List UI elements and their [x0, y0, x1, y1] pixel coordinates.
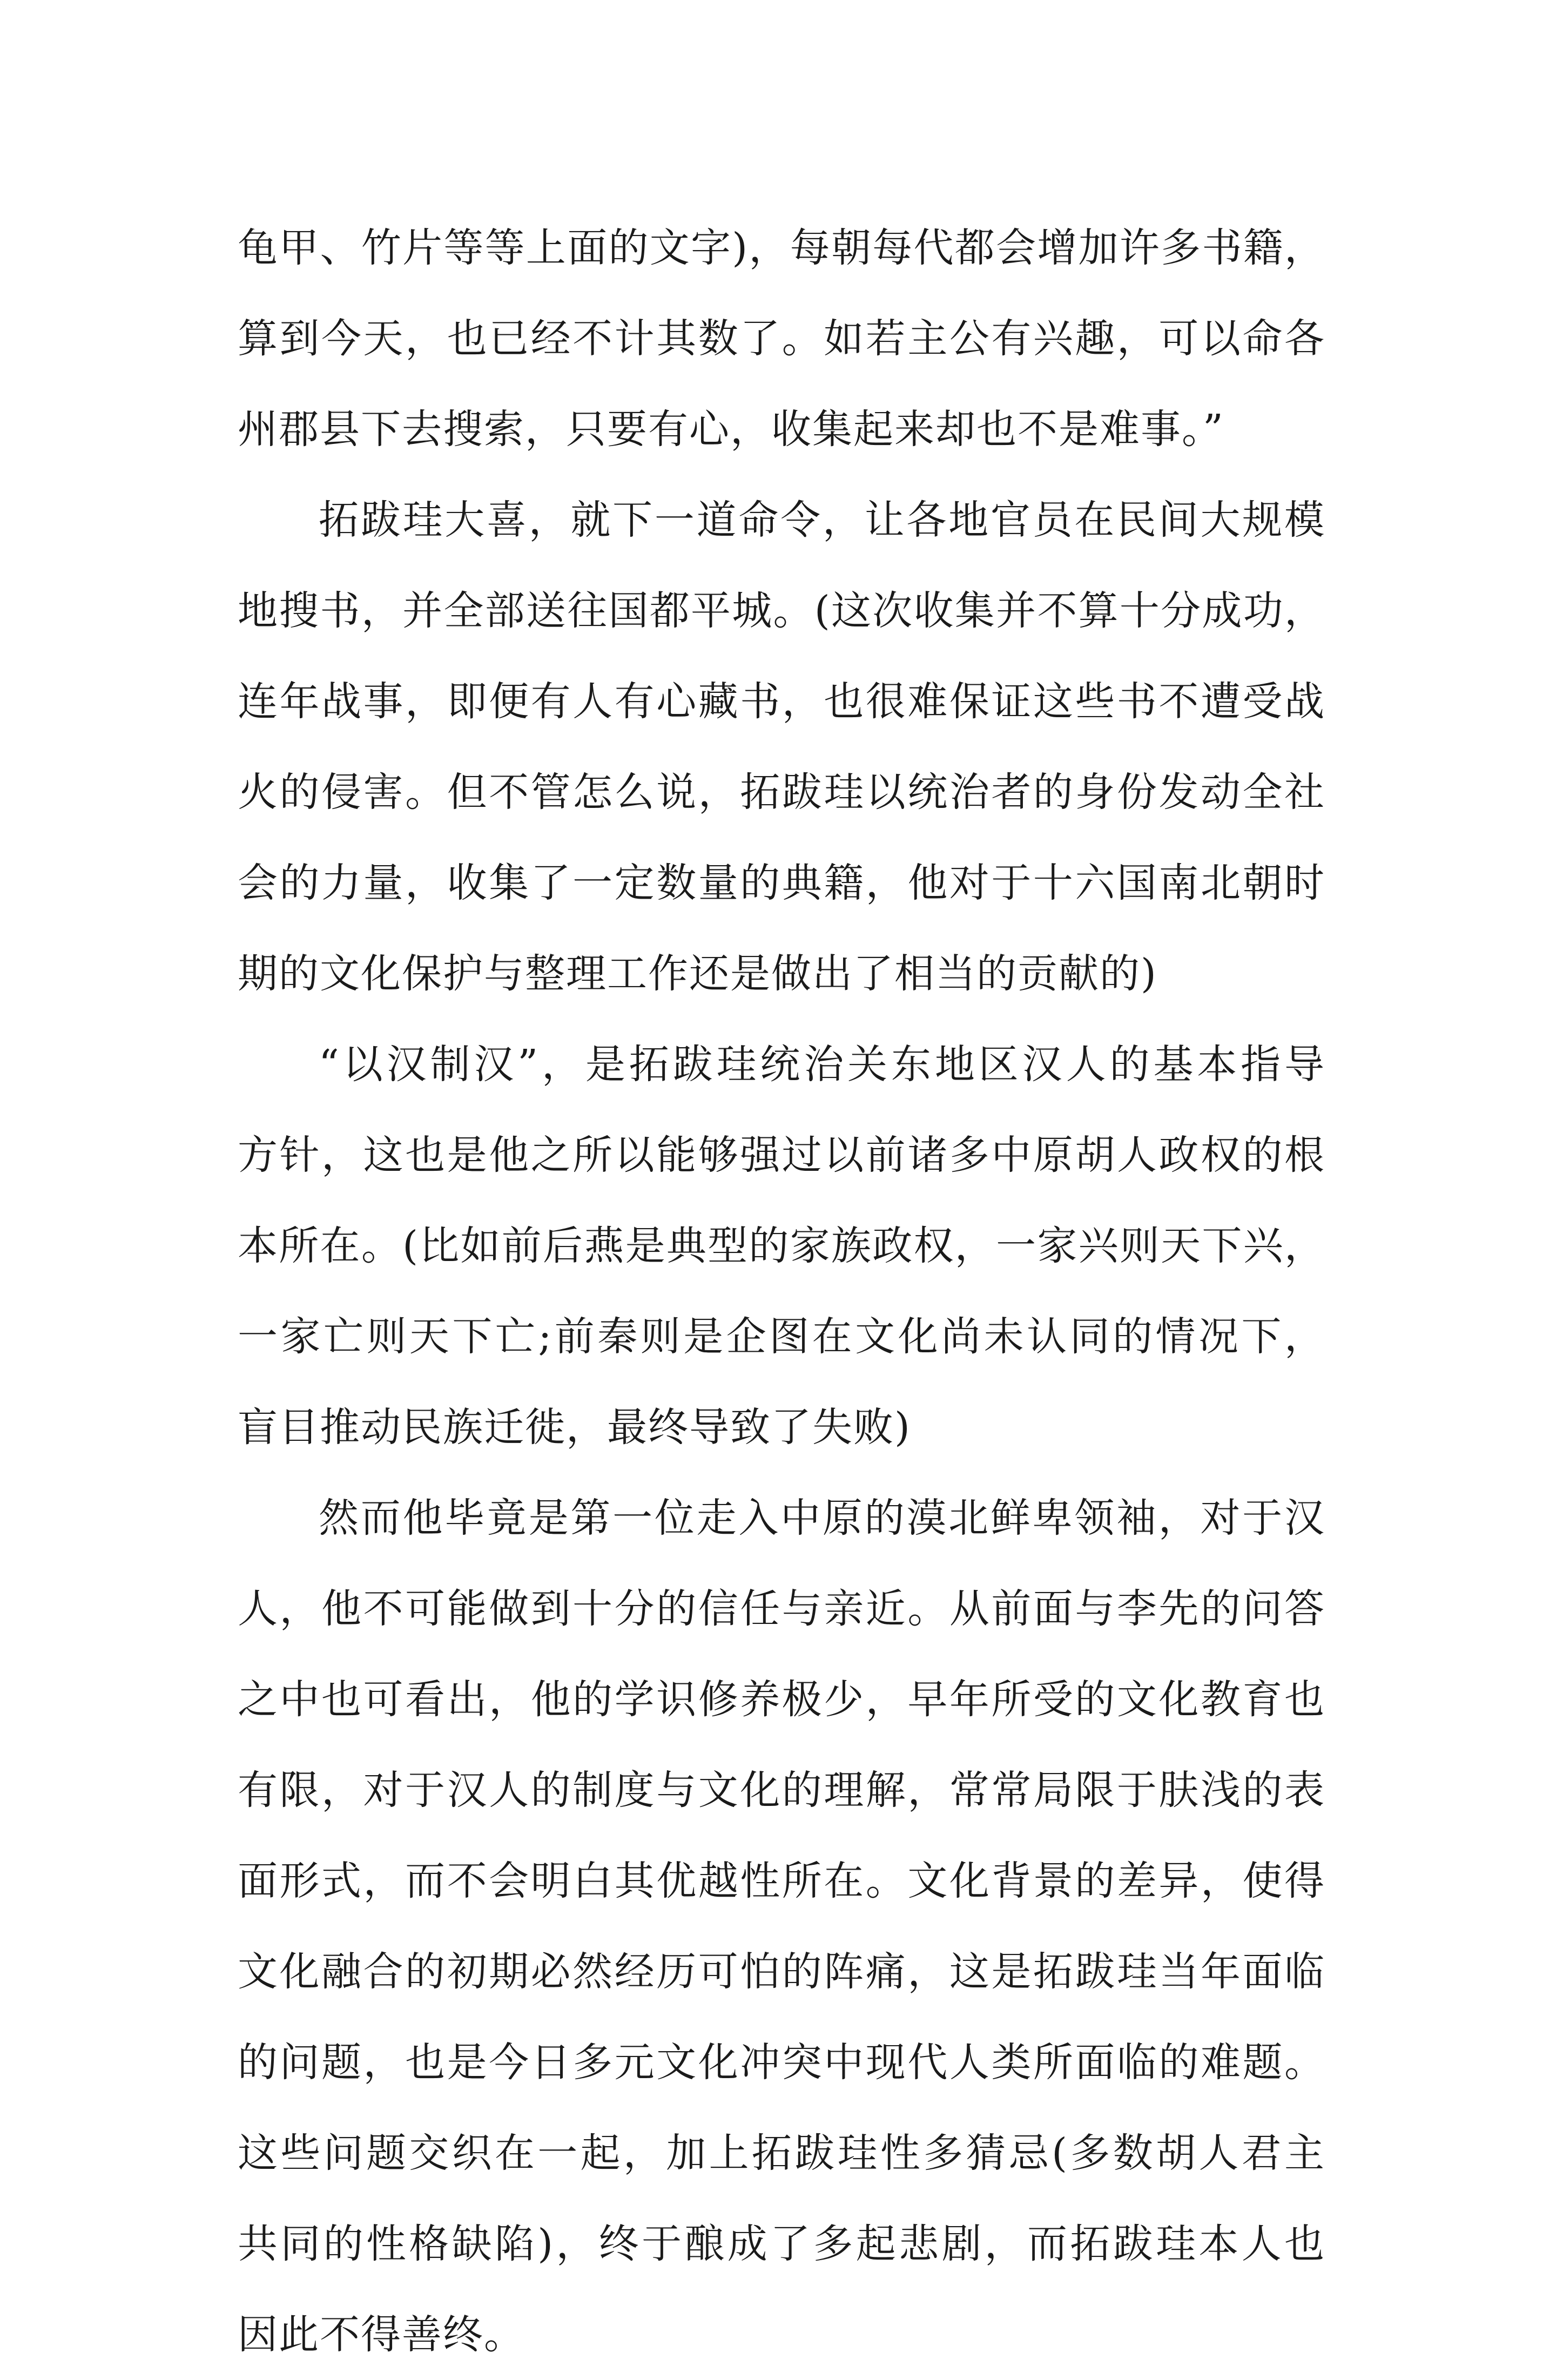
text-line-19: 面形式，而不会明白其优越性所在。文化背景的差异，使得 [238, 1858, 1325, 1904]
text-line-9: 期的文化保护与整理工作还是做出了相当的贡献的) [238, 950, 1157, 997]
text-line-4: 拓跋珪大喜，就下一道命令，让各地官员在民间大规模 [319, 497, 1325, 543]
text-line-22: 这些问题交织在一起，加上拓跋珪性多猜忌(多数胡人君主 [238, 2130, 1325, 2176]
text-line-1: 龟甲、竹片等等上面的文字)，每朝每代都会增加许多书籍， [238, 225, 1325, 271]
text-line-18: 有限，对于汉人的制度与文化的理解，常常局限于肤浅的表 [238, 1767, 1325, 1813]
text-line-14: 盲目推动民族迁徙，最终导致了失败) [238, 1404, 911, 1451]
text-line-16: 人，他不可能做到十分的信任与亲近。从前面与李先的问答 [238, 1586, 1325, 1632]
text-line-5: 地搜书，并全部送往国都平城。(这次收集并不算十分成功， [238, 588, 1325, 634]
text-line-6: 连年战事，即便有人有心藏书，也很难保证这些书不遭受战 [238, 678, 1325, 725]
text-line-7: 火的侵害。但不管怎么说，拓跋珪以统治者的身份发动全社 [238, 769, 1325, 815]
text-line-20: 文化融合的初期必然经历可怕的阵痛，这是拓跋珪当年面临 [238, 1949, 1325, 1995]
body-text [238, 203, 1325, 2380]
text-line-17: 之中也可看出，他的学识修养极少，早年所受的文化教育也 [238, 1676, 1325, 1723]
text-line-24: 因此不得善终。 [238, 2311, 525, 2358]
text-line-11: 方针，这也是他之所以能够强过以前诸多中原胡人政权的根 [238, 1132, 1325, 1178]
text-line-13: 一家亡则天下亡;前秦则是企图在文化尚未认同的情况下， [238, 1313, 1325, 1360]
text-line-15: 然而他毕竟是第一位走入中原的漠北鲜卑领袖，对于汉 [319, 1495, 1325, 1541]
text-line-12: 本所在。(比如前后燕是典型的家族政权，一家兴则天下兴， [238, 1223, 1325, 1269]
text-line-2: 算到今天，也已经不计其数了。如若主公有兴趣，可以命各 [238, 315, 1325, 362]
text-line-21: 的问题，也是今日多元文化冲突中现代人类所面临的难题。 [238, 2039, 1325, 2086]
text-line-10: “以汉制汉”，是拓跋珪统治关东地区汉人的基本指导 [319, 1041, 1325, 1088]
text-line-23: 共同的性格缺陷)，终于酿成了多起悲剧，而拓跋珪本人也 [238, 2221, 1325, 2267]
text-line-8: 会的力量，收集了一定数量的典籍，他对于十六国南北朝时 [238, 860, 1325, 906]
text-line-3: 州郡县下去搜索，只要有心，收集起来却也不是难事。” [238, 406, 1224, 453]
